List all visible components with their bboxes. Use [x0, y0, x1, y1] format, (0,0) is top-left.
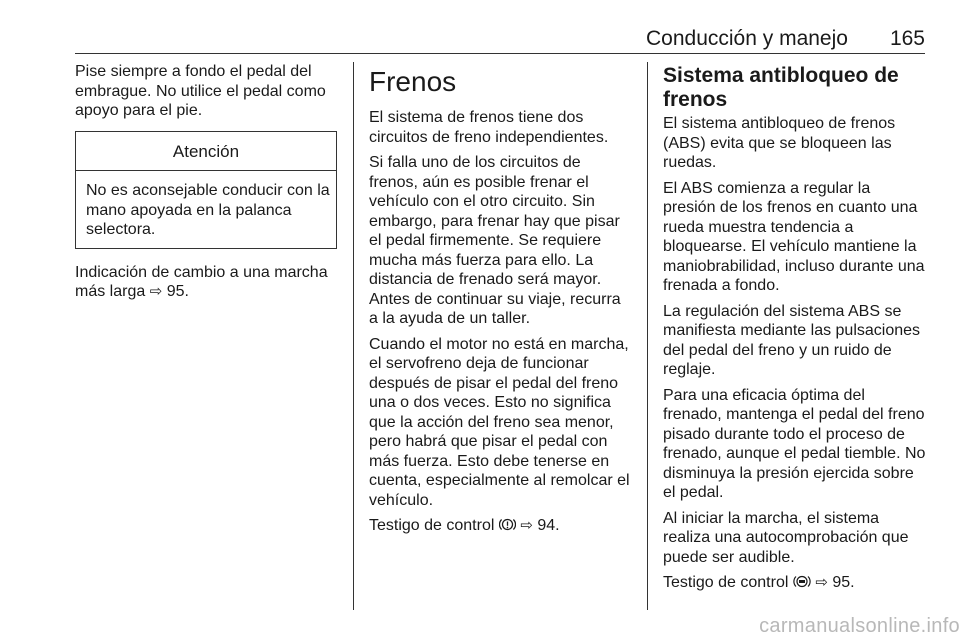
column-divider-1: [353, 62, 354, 610]
brake-control-text: Testigo de control: [369, 517, 495, 534]
brake-warning-light-icon: [499, 517, 516, 532]
brakes-paragraph-2: Si falla uno de los circuitos de frenos, aún es posible frenar el vehículo con el otro circuito. Sin embargo, para frenar hay que pisar el pedal firmemente. Se requiere mucha más fuerza para ello. La distancia de frenado será mayor. Antes de continuar su viaje, recurra a la ayuda de un taller.: [369, 154, 621, 327]
page-header: [75, 27, 925, 51]
column-middle: [369, 62, 632, 542]
abs-control-text: Testigo de control: [663, 574, 789, 591]
gear-shift-page-link[interactable]: 95.: [166, 283, 189, 300]
abs-paragraph-3: La regulación del sistema ABS se manifiesta mediante las pulsaciones del pedal del freno y un ruido de reglaje.: [663, 302, 921, 378]
warning-text: No es aconsejable conducir con la mano apoyada en la palanca selectora.: [86, 182, 330, 238]
abs-paragraph-5: Al iniciar la marcha, el sistema realiza una autocomprobación que puede ser audible.: [663, 509, 909, 566]
abs-paragraph-1: El sistema antibloqueo de frenos (ABS) evita que se bloqueen las ruedas.: [663, 115, 896, 171]
brake-control-page-link[interactable]: 94.: [537, 517, 560, 534]
gear-shift-text: Indicación de cambio a una marcha más larga: [75, 263, 328, 300]
abs-heading: Sistema antibloqueo de frenos: [663, 64, 899, 111]
column-left: [75, 62, 337, 308]
abs-paragraph-2: El ABS comienza a regular la presión de los frenos en cuanto una rueda muestra tendencia a bloquearse. El vehículo mantiene la maniobrabilidad, incluso durante una frenada a fondo.: [663, 179, 925, 294]
abs-control-page-link[interactable]: 95.: [832, 574, 855, 591]
brakes-control-paragraph: [369, 516, 632, 536]
column-right: [663, 62, 927, 599]
page-reference-arrow-icon: ⇨: [815, 574, 828, 591]
brakes-paragraph-3: Cuando el motor no está en marcha, el servofreno deja de funcionar después de pisar el pedal del freno una o dos veces. Esto no significa que la acción del freno sea menor, pero habrá que pisar el pedal con más fuerza. Esto debe tenerse en cuenta, especialmente al remolcar el vehículo.: [369, 335, 630, 509]
abs-paragraph-4: Para una eficacia óptima del frenado, mantenga el pedal del freno pisado durante todo el proceso de frenado, aunque el pedal tiemble. No disminuya la presión ejercida sobre el pedal.: [663, 386, 926, 501]
page-number: 165: [889, 27, 925, 50]
brakes-paragraph-1: El sistema de frenos tiene dos circuitos de freno independientes.: [369, 109, 609, 146]
warning-title: Atención: [76, 132, 336, 172]
header-divider: [75, 53, 925, 54]
watermark: carmanualsonline.info: [759, 615, 960, 637]
clutch-paragraph: Pise siempre a fondo el pedal del embrague. No utilice el pedal como apoyo para el pie.: [75, 63, 326, 119]
page-reference-arrow-icon: ⇨: [520, 517, 533, 534]
abs-control-paragraph: [663, 573, 927, 593]
brakes-heading: Frenos: [369, 66, 457, 97]
column-divider-2: [647, 62, 648, 610]
section-title: Conducción y manejo: [646, 27, 848, 50]
gear-shift-paragraph: [75, 263, 337, 302]
warning-box: [75, 131, 337, 249]
page-reference-arrow-icon: ⇨: [149, 283, 163, 300]
abs-warning-light-icon: [793, 574, 811, 589]
